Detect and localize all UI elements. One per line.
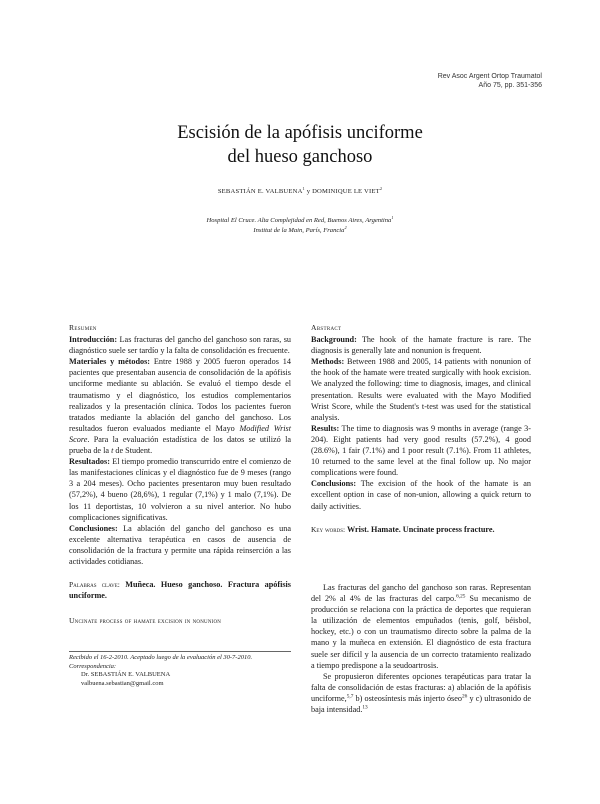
keywords-en-label: Key words: xyxy=(311,524,346,534)
resumen-intro-label: Introducción: xyxy=(69,335,118,345)
resumen-conclusions-label: Conclusiones: xyxy=(69,523,118,533)
body-p1-b: Su mecanismo de producción se relaciona con la práctica de deportes que requieran la utilización de elementos empuñados (tenis, golf, béisbol, hockey, etc.) o con un traumatismo directo sobre la palma de la mano y la muñeca en extensión. El diagnóstico de esta fractura suele ser difícil y la ausencia de un correcto tratamiento realizado a tiempo predispone a la seudoartrosis. xyxy=(311,594,531,670)
journal-name: Rev Asoc Argent Ortop Traumatol xyxy=(437,73,542,80)
keywords-es-label: Palabras clave: xyxy=(69,580,120,590)
affiliation-1-text: Hospital El Cruce. Alta Complejidad en Red, Buenos Aires, Argentina xyxy=(206,217,392,224)
body-p2-a: Se propusieron diferentes opciones terapéuticas para tratar la falta de consolidación de estas fracturas: a) ablación de la apófisis unciforme, xyxy=(311,671,531,703)
footnote-received: Recibido el 16-2-2010. Aceptado luego de la evaluación el 30-7-2010. xyxy=(69,654,253,661)
resumen-intro xyxy=(69,334,291,356)
resumen-methods-text-c: de Student. xyxy=(113,446,153,456)
footnote-correspondence-name: Dr. SEBASTIÁN E. VALBUENA xyxy=(81,671,171,679)
article-title xyxy=(0,121,600,169)
footnote xyxy=(69,654,299,688)
journal-header xyxy=(438,72,542,90)
affiliation-1-sup: 1 xyxy=(391,214,394,220)
footnote-correspondence-label: Correspondencia: xyxy=(69,662,117,670)
body-p2-ref-3: 13 xyxy=(362,704,368,711)
author-2-affil: 2 xyxy=(379,185,383,191)
resumen-methods-label: Materiales y métodos: xyxy=(69,357,151,367)
resumen-results xyxy=(69,456,291,523)
body-p2-ref-2: 26 xyxy=(461,693,468,700)
resumen-methods-text-a: Entre 1988 y 2005 fueron operados 14 pacientes que presentaban ausencia de consolidación de la apófisis unciforme mediante su ablación. Se evaluó el tiempo desde el traumatismo y el diagnóstico, los estudios complementarios realizados y la presentación clínica. Todos los pacientes fueron tratados mediante la ablación del gancho del ganchoso. Los resultados fueron evaluados mediante el Mayo xyxy=(69,357,291,433)
abstract-methods-text: Between 1988 and 2005, 14 patients with nonunion of the hook of the hamate were treated surgically with hook excision. We analyzed the following: time to diagnosis, images, and clinical presentation. Results were evaluated with the Mayo Modified Wrist Score, while the Student's t-test was used for the statistical analysis. xyxy=(311,357,531,422)
author-list xyxy=(0,185,600,195)
abstract-methods xyxy=(311,356,531,423)
resumen-column xyxy=(69,322,291,626)
title-line-2: del hueso ganchoso xyxy=(227,147,373,167)
resumen-results-label: Resultados: xyxy=(69,457,110,467)
resumen-methods xyxy=(69,356,291,456)
resumen-methods-italic: Modified Wrist Score xyxy=(69,423,291,444)
abstract-background-label: Background: xyxy=(311,335,357,345)
author-connector: y xyxy=(304,188,313,195)
affiliation-2-sup: 2 xyxy=(344,224,347,230)
body-paragraph-2 xyxy=(311,671,531,715)
abstract-background-text: The hook of the hamate fracture is rare. The diagnosis is generally late and nonunion is frequent. xyxy=(311,335,531,356)
resumen-conclusions-text: La ablación del gancho del ganchoso es una excelente alternativa terapéutica en casos de ausencia de consolidación de la fractura y permite una rápida reinserción a las actividades cotidianas. xyxy=(69,523,291,566)
abstract-results-label: Results: xyxy=(311,423,340,433)
abstract-background xyxy=(311,334,531,356)
author-1-affil: 1 xyxy=(302,185,305,191)
footnote-correspondence-email: valbuena.sebastian@gmail.com xyxy=(81,679,164,687)
body-p1-a: Las fracturas del gancho del ganchoso son raras. Representan del 2% al 4% de las fracturas del carpo. xyxy=(311,583,531,604)
abstract-conclusions xyxy=(311,478,531,511)
footnote-divider xyxy=(69,651,291,652)
abstract-results-text: The time to diagnosis was 9 months in average (range 3-204). Eight patients had very good results (57.2%), 4 good (28.6%), 1 fair (7.1%) and 1 poor result (7.1%). From 11 athletes, 10 returned to the same level at the final follow up. No major complications were found. xyxy=(311,423,531,478)
abstract-column xyxy=(311,322,531,535)
body-p2-ref-1: 5,7 xyxy=(346,693,354,700)
abstract-heading: Abstract xyxy=(311,323,342,332)
keywords-es-value: Muñeca. Hueso ganchoso. Fractura apófisis unciforme. xyxy=(69,580,291,601)
affiliation-2 xyxy=(0,226,600,236)
resumen-conclusions xyxy=(69,523,291,567)
affiliation-1 xyxy=(0,216,600,226)
body-p1-ref: 6,25 xyxy=(456,593,466,600)
resumen-methods-text-b: . Para la evaluación estadística de los datos se utilizó la prueba de la xyxy=(69,434,291,456)
affiliations xyxy=(0,216,600,236)
keywords-en-value: Wrist. Hamate. Uncinate process fracture. xyxy=(345,524,495,534)
english-title: Uncinate process of hamate excision in nonunion xyxy=(69,616,222,626)
body-text xyxy=(311,582,531,715)
title-line-1: Escisión de la apófisis unciforme xyxy=(177,123,423,143)
body-p2-c: y c) ultrasonido de baja intensidad. xyxy=(311,693,531,715)
resumen-heading: Resumen xyxy=(69,323,97,332)
resumen-intro-text: Las fracturas del gancho del ganchoso son raras, su diagnóstico suele ser tardío y la falta de consolidación es frecuente. xyxy=(69,335,291,356)
keywords-en xyxy=(311,524,531,535)
body-p2-b: b) osteosíntesis más injerto óseo xyxy=(353,693,462,703)
abstract-methods-label: Methods: xyxy=(311,357,345,367)
keywords-es xyxy=(69,579,291,601)
author-1: SEBASTIÁN E. VALBUENA xyxy=(217,188,303,195)
body-paragraph-1 xyxy=(311,582,531,671)
abstract-conclusions-text: The excision of the hook of the hamate is an excellent option in case of non-union, allowing a quick return to daily activities. xyxy=(311,479,531,511)
affiliation-2-text: Institut de la Main, París, Francia xyxy=(253,227,345,234)
abstract-conclusions-label: Conclusions: xyxy=(311,479,357,489)
journal-volume: Año 75, pp. 351-356 xyxy=(478,82,542,89)
abstract-results xyxy=(311,423,531,478)
resumen-methods-t: t xyxy=(111,446,114,456)
resumen-results-text: El tiempo promedio transcurrido entre el comienzo de las manifestaciones clínicas y el diagnóstico fue de 9 meses (rango 3 a 204 meses). Ocho pacientes presentaron muy buen resultado (57,2%), 4 bueno (28,6%), 1 regular (7,1%) y 1 malo (7,1%). De los 11 deportistas, 10 volvieron a su nivel anterior. No hubo complicaciones significativas. xyxy=(69,457,291,522)
author-2: DOMINIQUE LE VIET xyxy=(312,188,380,195)
